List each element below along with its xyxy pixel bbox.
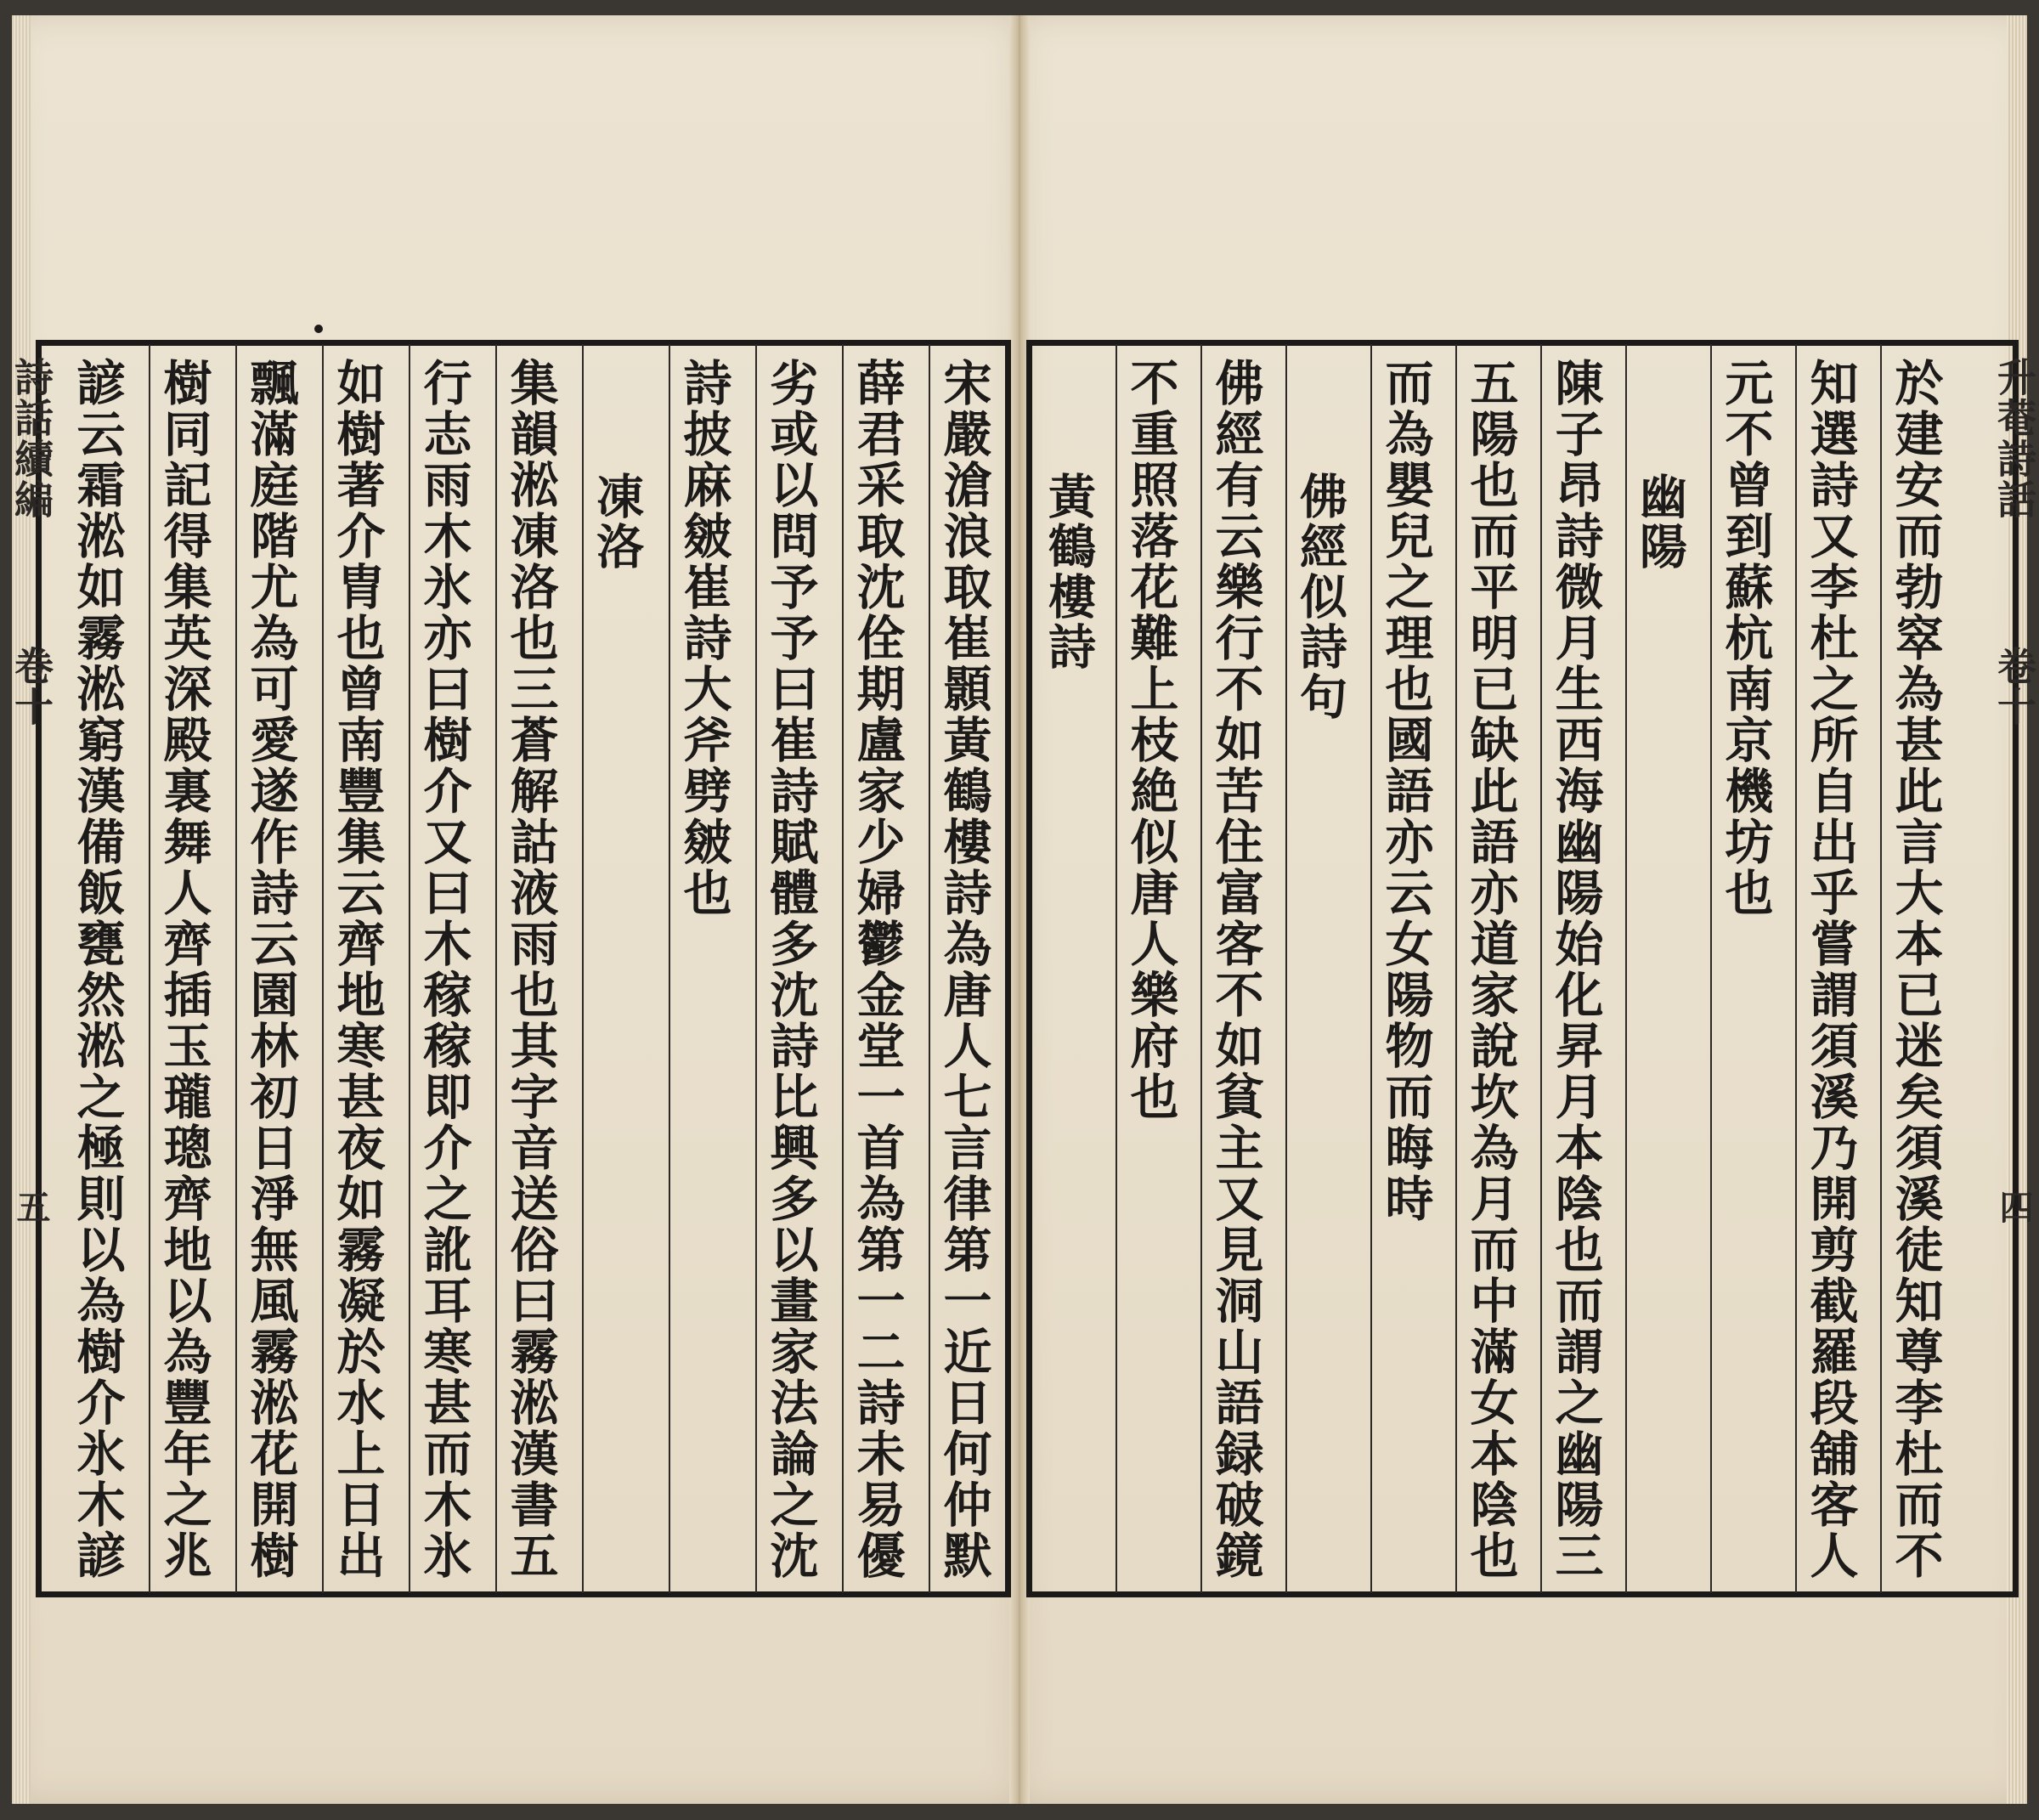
text-column: 如樹著介胄也曾南豐集云齊地寒甚夜如霧凝於水上日出: [329, 358, 386, 1581]
text-column: 五陽也而平明已缺此語亦道家說坎為月而中滿女本陰也: [1462, 358, 1519, 1581]
text-column: 諺云霜淞如霧淞窮漢備飯甕然淞之極則以為樹介氷木諺: [69, 358, 126, 1581]
column-rule: [1370, 344, 1372, 1593]
right-text-frame: [1026, 340, 2019, 1597]
column-rule: [755, 344, 757, 1593]
column-rule: [1880, 344, 1882, 1593]
text-column: 詩披麻皴崔詩大斧劈皴也: [675, 358, 732, 918]
column-rule: [1795, 344, 1797, 1593]
column-rule: [1285, 344, 1287, 1593]
column-rule: [1625, 344, 1627, 1593]
column-rule: [409, 344, 410, 1593]
ink-dot: [314, 325, 323, 333]
text-column: 於建安而勃窣為甚此言大本已迷矣須溪徒知尊李杜而不: [1887, 358, 1944, 1581]
column-rule: [1200, 344, 1202, 1593]
text-column: 元不曾到蘇杭南京機坊也: [1717, 358, 1774, 918]
right-margin-title: 升菴詩話: [1991, 357, 2037, 520]
text-column: 劣或以問予予曰崔詩賦體多沈詩比興多以畫家法論之沈: [762, 358, 819, 1581]
column-rule: [669, 344, 670, 1593]
column-rule: [149, 344, 150, 1593]
section-heading: 凍洛: [589, 472, 645, 572]
text-column: 宋嚴滄浪取崔顥黃鶴樓詩為唐人七言律第一近日何仲默: [935, 358, 992, 1581]
column-rule: [495, 344, 497, 1593]
text-column: 樹同記得集英深殿裏舞人齊插玉瓏璁齊地以為豐年之兆: [155, 358, 212, 1581]
text-column: 飄滿庭階尤為可愛遂作詩云園林初日淨無風霧淞花開樹: [242, 358, 299, 1581]
column-rule: [1116, 344, 1117, 1593]
left-margin-volume: 卷十: [8, 646, 54, 727]
column-rule: [235, 344, 237, 1593]
text-column: 知選詩又李杜之所自出乎嘗謂須溪乃開剪截羅段舖客人: [1802, 358, 1859, 1581]
text-column: 佛經有云樂行不如苦住富客不如貧主又見洞山語録破鏡: [1207, 358, 1264, 1581]
text-column: 陳子昂詩微月生西海幽陽始化昇月本陰也而謂之幽陽三: [1547, 358, 1604, 1581]
column-rule: [1540, 344, 1542, 1593]
column-rule: [842, 344, 844, 1593]
section-heading: 幽陽: [1632, 472, 1688, 572]
left-text-frame: [36, 340, 1011, 1597]
left-margin-title: 詩話續編: [8, 357, 54, 520]
column-rule: [929, 344, 930, 1593]
text-column: 不重照落花難上枝絶似唐人樂府也: [1122, 358, 1179, 1122]
column-rule: [1710, 344, 1712, 1593]
right-margin-volume: 卷十: [1991, 646, 2037, 727]
left-page-edge: [12, 15, 31, 1804]
text-column: 集韻淞凍洛也三蒼解詁液雨也其字音送俗曰霧淞漢書五: [502, 358, 559, 1581]
left-page-number: 五: [11, 1190, 51, 1224]
section-heading: 佛經似詩句: [1292, 472, 1348, 722]
text-column: 行志雨木氷亦曰樹介又曰木稼稼即介之訛耳寒甚而木氷: [415, 358, 472, 1581]
column-rule: [582, 344, 584, 1593]
section-heading: 黃鶴樓詩: [1041, 472, 1097, 672]
text-column: 而為嬰兒之理也國語亦云女陽物而晦時: [1377, 358, 1434, 1224]
text-column: 薛君采取沈佺期盧家少婦鬱金堂一首為第一二詩未易優: [849, 358, 906, 1581]
column-rule: [322, 344, 324, 1593]
right-page-number: 四: [1994, 1190, 2034, 1224]
column-rule: [1455, 344, 1457, 1593]
